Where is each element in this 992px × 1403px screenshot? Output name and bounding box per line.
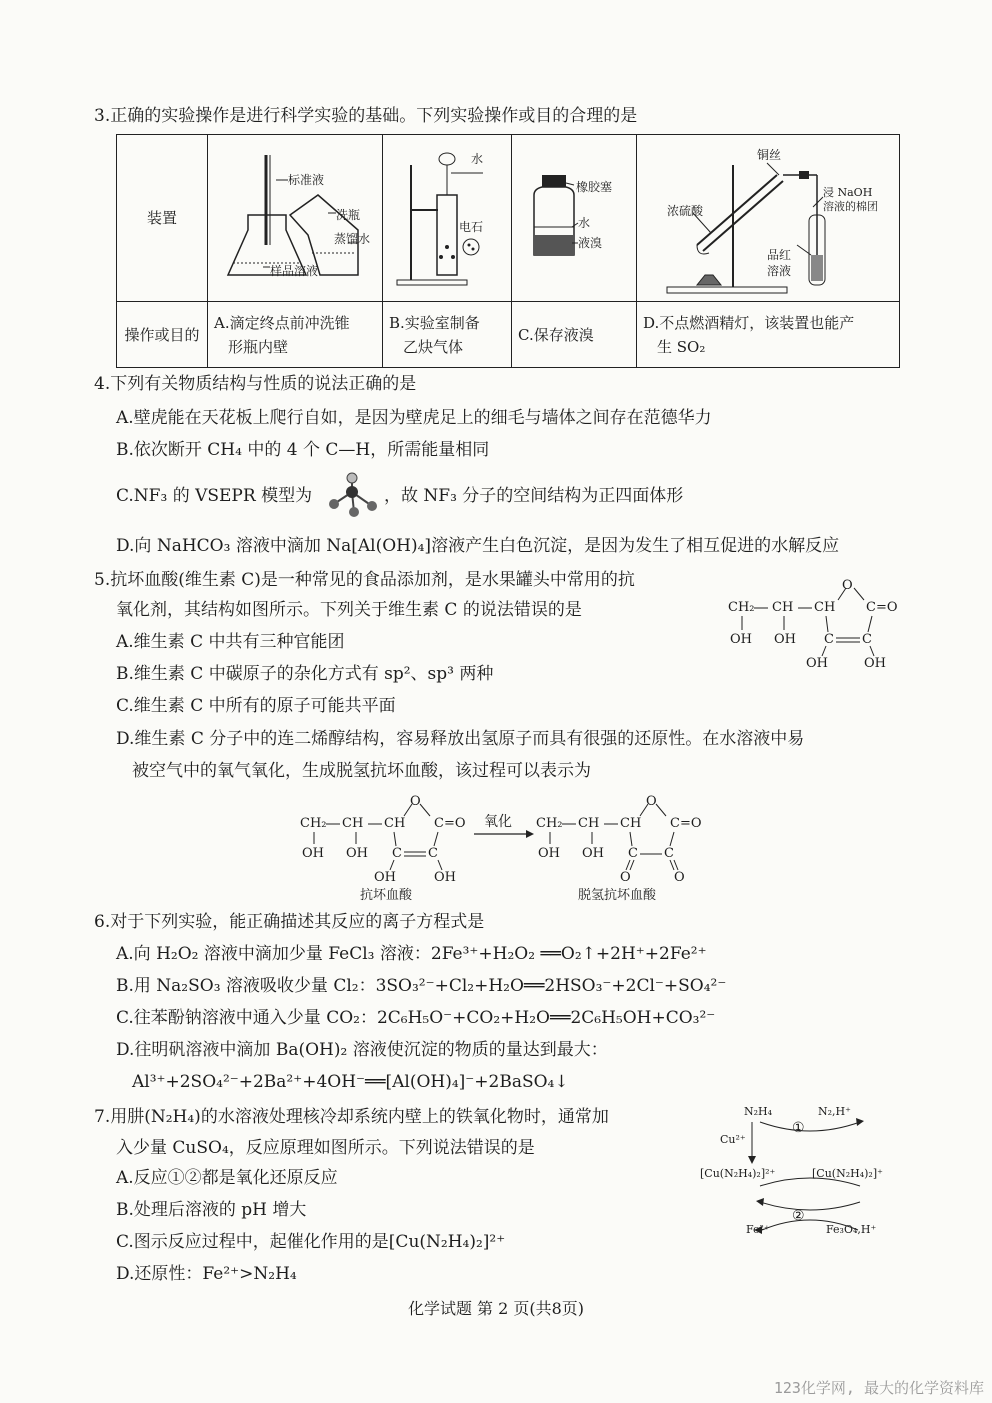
vc-ring-o: O [842, 578, 853, 593]
ox-r-c1: C [628, 846, 638, 861]
q6-stem: 6.对于下列实验，能正确描述其反应的离子方程式是 [94, 912, 485, 932]
option-6b: B.用 Na₂SO₃ 溶液吸收少量 Cl₂：3SO₃²⁻+Cl₂+H₂O══2HSO₃⁻+2Cl⁻+SO₄²⁻ [116, 976, 727, 996]
vc-oh2: OH [774, 632, 796, 647]
option-3b-line1: B.实验室制备 [389, 313, 480, 332]
bromine-bottle-drawing [512, 135, 636, 301]
ox-l-oh3: OH [374, 870, 396, 885]
cycle-fe3o4-h: Fe₃O₄,H⁺ [826, 1223, 877, 1236]
vc-ch2: CH₂ [728, 600, 755, 615]
label-calcium-carbide: 电石 [459, 220, 484, 234]
option-7b: B.处理后溶液的 pH 增大 [116, 1200, 307, 1220]
nf3-vsepr-model-icon [324, 470, 380, 520]
ox-l-oh2: OH [346, 846, 368, 861]
apparatus-a [208, 135, 383, 302]
option-4c-part1: C.NF₃ 的 VSEPR 模型为 [116, 486, 313, 506]
vc-ch-ring: CH [814, 600, 836, 615]
vc-oh1: OH [730, 632, 752, 647]
q3-stem: 3.正确的实验操作是进行科学实验的基础。下列实验操作或目的合理的是 [94, 106, 638, 126]
option-5d-line2: 被空气中的氧气氧化，生成脱氢抗坏血酸，该过程可以表示为 [132, 761, 591, 781]
cycle-fe2: Fe²⁺ [746, 1223, 770, 1236]
apparatus-d [637, 135, 900, 302]
option-3b-line2: 乙炔气体 [403, 337, 464, 356]
vc-carbonyl: C=O [866, 600, 898, 615]
label-water-b: 水 [471, 152, 484, 166]
option-6a: A.向 H₂O₂ 溶液中滴加少量 FeCl₃ 溶液：2Fe³⁺+H₂O₂ ══O₂↑+2H⁺+2Fe²⁺ [116, 944, 707, 964]
ox-l-ch2: CH₂ [300, 816, 327, 831]
option-4d: D.向 NaHCO₃ 溶液中滴加 Na[Al(OH)₄]溶液产生白色沉淀，是因为发生了相互促进的水解反应 [116, 536, 840, 556]
label-wash-bottle: 洗瓶 [336, 208, 361, 222]
copper-cycle-diagram [700, 1100, 910, 1250]
oxidation-scheme [300, 796, 720, 906]
ox-r-oh1: OH [538, 846, 560, 861]
ox-l-c1: C [392, 846, 402, 861]
label-standard-solution: 标准液 [288, 173, 325, 187]
ox-l-oh1: OH [302, 846, 324, 861]
vc-c-right: C [862, 632, 872, 647]
ox-r-ch2: CH₂ [536, 816, 563, 831]
option-3a [208, 302, 383, 368]
vc-oh3: OH [806, 656, 828, 671]
ox-r-o1: O [620, 870, 631, 885]
label-magenta-1: 品红 [767, 248, 792, 262]
vc-c-left: C [824, 632, 834, 647]
option-3d-line2: 生 SO₂ [657, 337, 706, 356]
q7-stem-line1: 7.用肼(N₂H₄)的水溶液处理核冷却系统内壁上的铁氧化物时，通常加 [94, 1107, 609, 1127]
option-3d [637, 302, 900, 368]
option-5c: C.维生素 C 中所有的原子可能共平面 [116, 696, 396, 716]
option-4c-part2: ，故 NF₃ 分子的空间结构为正四面体形 [384, 486, 684, 506]
cycle-cu2: Cu²⁺ [720, 1133, 746, 1146]
cycle-reaction-1: ① [792, 1120, 805, 1136]
option-6c: C.往苯酚钠溶液中通入少量 CO₂：2C₆H₅O⁻+CO₂+H₂O══2C₆H₅OH+CO₃²⁻ [116, 1008, 716, 1028]
ox-r-c2: C [664, 846, 674, 861]
q7-stem-line2: 入少量 CuSO₄，反应原理如图所示。下列说法错误的是 [116, 1138, 535, 1158]
vc-ch: CH [772, 600, 794, 615]
option-3c: C.保存液溴 [512, 302, 637, 368]
q5-stem-line2: 氧化剂，其结构如图所示。下列关于维生素 C 的说法错误的是 [116, 600, 582, 620]
cycle-n2h4: N₂H₄ [744, 1105, 773, 1118]
option-5b: B.维生素 C 中碳原子的杂化方式有 sp²、sp³ 两种 [116, 664, 494, 684]
watermark: 123化学网, 最大的化学资料库 [773, 1379, 984, 1397]
dehydroascorbic-acid-name: 脱氢抗坏血酸 [578, 888, 657, 903]
option-3a-line1: A.滴定终点前冲洗锥 [214, 313, 350, 332]
option-3b [383, 302, 512, 368]
q5-stem-line1: 5.抗坏血酸(维生素 C)是一种常见的食品添加剂，是水果罐头中常用的抗 [94, 570, 635, 590]
option-5d-line1: D.维生素 C 分子中的连二烯醇结构，容易释放出氢原子而具有很强的还原性。在水溶液中易 [116, 729, 805, 749]
apparatus-b [383, 135, 512, 302]
option-3a-line2: 形瓶内壁 [228, 337, 289, 356]
ox-l-ch: CH [342, 816, 364, 831]
label-magenta-2: 溶液 [767, 264, 792, 278]
q4-stem: 4.下列有关物质结构与性质的说法正确的是 [94, 374, 417, 394]
option-5a: A.维生素 C 中共有三种官能团 [116, 632, 345, 652]
ox-l-oh4: OH [434, 870, 456, 885]
cycle-cu-complex-1plus: [Cu(N₂H₄)₂]⁺ [812, 1167, 883, 1180]
cycle-reaction-2: ② [792, 1208, 805, 1224]
ox-r-carbonyl: C=O [670, 816, 702, 831]
label-sample-solution: 样品溶液 [270, 264, 319, 278]
option-7a: A.反应①②都是氧化还原反应 [116, 1168, 338, 1188]
apparatus-c [512, 135, 637, 302]
vc-oh4: OH [864, 656, 886, 671]
ox-r-ring-o: O [646, 794, 657, 809]
ox-l-c2: C [428, 846, 438, 861]
label-copper-wire: 铜丝 [757, 148, 782, 162]
acetylene-setup-drawing [383, 135, 511, 301]
ox-r-o2: O [674, 870, 685, 885]
label-water-c: 水 [578, 216, 591, 230]
label-conc-sulfuric-acid: 浓硫酸 [667, 204, 704, 218]
ascorbic-acid-name: 抗坏血酸 [360, 888, 413, 903]
vitamin-c-structure [728, 576, 908, 676]
option-7c: C.图示反应过程中，起催化作用的是[Cu(N₂H₄)₂]²⁺ [116, 1232, 506, 1252]
oxidation-arrow-label: 氧化 [484, 814, 512, 830]
option-6d-line2: Al³⁺+2SO₄²⁻+2Ba²⁺+4OH⁻══[Al(OH)₄]⁻+2BaSO₄↓ [132, 1072, 569, 1092]
option-7d: D.还原性：Fe²⁺>N₂H₄ [116, 1264, 297, 1284]
cycle-n2-h: N₂,H⁺ [818, 1105, 851, 1118]
table-header-apparatus: 装置 [117, 135, 208, 302]
ox-l-ch-ring: CH [384, 816, 406, 831]
ox-r-oh2: OH [582, 846, 604, 861]
label-naoh-cotton-2: 溶液的棉团 [823, 200, 878, 213]
label-naoh-cotton-1: 浸 NaOH [823, 186, 873, 199]
ox-l-carbonyl: C=O [434, 816, 466, 831]
option-3d-line1: D.不点燃酒精灯，该装置也能产 [643, 313, 855, 332]
ox-r-ch: CH [578, 816, 600, 831]
label-rubber-stopper: 橡胶塞 [576, 180, 613, 194]
option-4a: A.壁虎能在天花板上爬行自如，是因为壁虎足上的细毛与墙体之间存在范德华力 [116, 408, 712, 428]
option-4b: B.依次断开 CH₄ 中的 4 个 C—H，所需能量相同 [116, 440, 490, 460]
page-footer: 化学试题 第 2 页(共8页) [407, 1299, 585, 1318]
label-liquid-bromine: 液溴 [578, 236, 603, 250]
cycle-cu-complex-2plus: [Cu(N₂H₄)₂]²⁺ [700, 1167, 776, 1180]
label-distilled-water: 蒸馏水 [334, 232, 371, 246]
table-header-operation: 操作或目的 [117, 302, 208, 368]
ox-r-ch-ring: CH [620, 816, 642, 831]
option-6d-line1: D.往明矾溶液中滴加 Ba(OH)₂ 溶液使沉淀的物质的量达到最大： [116, 1040, 608, 1060]
ox-l-ring-o: O [410, 794, 421, 809]
experiment-table [116, 134, 900, 368]
